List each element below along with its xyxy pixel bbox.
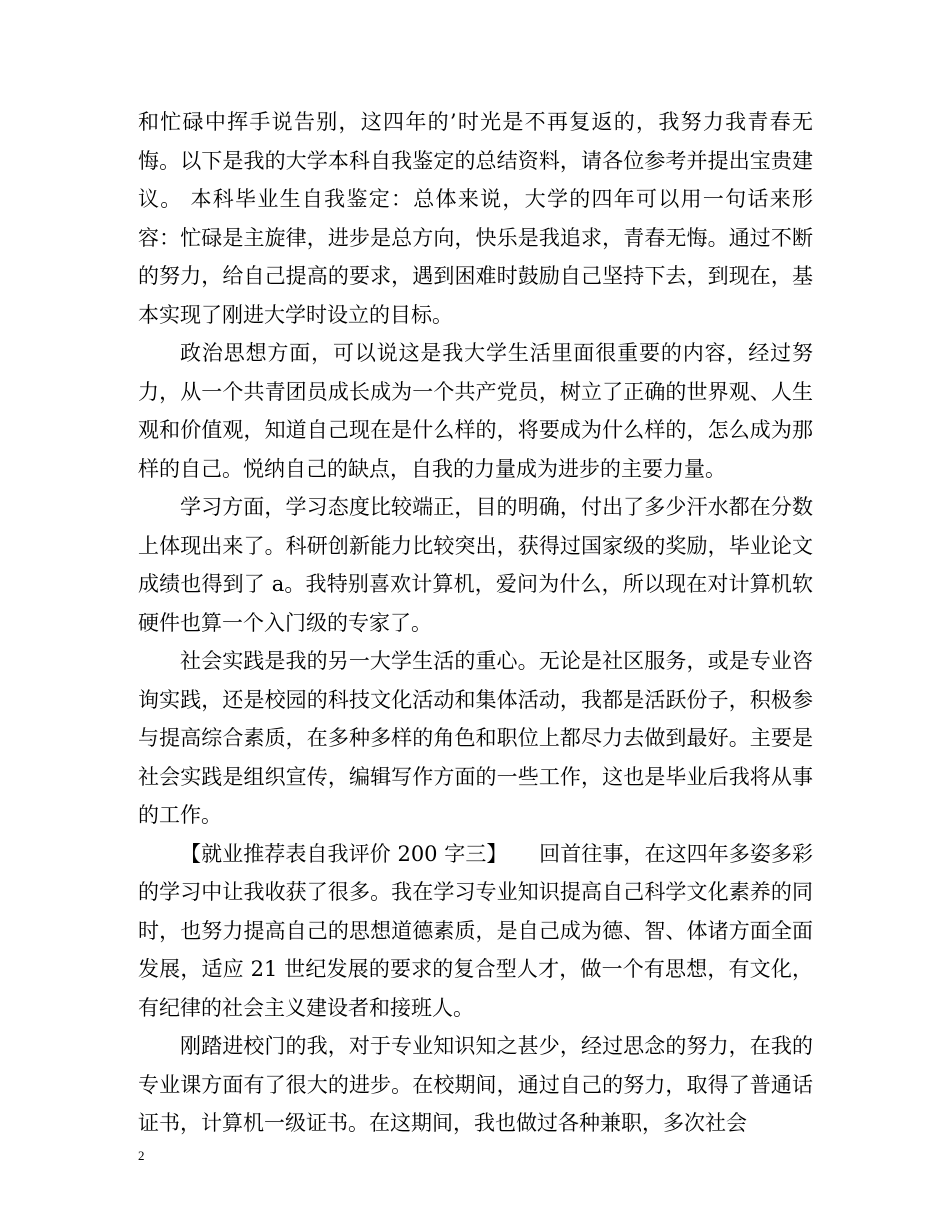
paragraph-6: 刚踏进校门的我，对于专业知识知之甚少，经过思念的努力，在我的专业课方面有了很大的进步。在校期间，通过自己的努力，取得了普通话证书，计算机一级证书。在这期间，我也做过各种兼职，多次社会 [138, 1034, 813, 1135]
paragraph-5: 【就业推荐表自我评价 200 字三】 回首往事，在这四年多姿多彩的学习中让我收获了很多。我在学习专业知识提高自己科学文化素养的同时，也努力提高自己的思想道德素质，是自己成为德、智、体诸方面全面发展，适应 21 世纪发展的要求的复合型人才，做一个有思想，有文化，有纪律的社会主义建设者和接班人。 [138, 841, 813, 1020]
page-number: 2 [138, 1148, 145, 1163]
paragraph-2: 政治思想方面，可以说这是我大学生活里面很重要的内容，经过努力，从一个共青团员成长成为一个共产党员，树立了正确的世界观、人生观和价值观，知道自己现在是什么样的，将要成为什么样的，怎么成为那样的自己。悦纳自己的缺点，自我的力量成为进步的主要力量。 [138, 341, 813, 481]
document-body [138, 103, 813, 1143]
paragraph-1: 和忙碌中挥手说告别，这四年的’时光是不再复返的，我努力我青春无悔。以下是我的大学本科自我鉴定的总结资料，请各位参考并提出宝贵建议。 本科毕业生自我鉴定：总体来说，大学的四年可以用一句话来形容：忙碌是主旋律，进步是总方向，快乐是我追求，青春无悔。通过不断的努力，给自己提高的要求，遇到困难时鼓励自己坚持下去，到现在，基本实现了刚进大学时设立的目标。 [138, 110, 813, 327]
paragraph-4: 社会实践是我的另一大学生活的重心。无论是社区服务，或是专业咨询实践，还是校园的科技文化活动和集体活动，我都是活跃份子，积极参与提高综合素质，在多种多样的角色和职位上都尽力去做到最好。主要是社会实践是组织宣传，编辑写作方面的一些工作，这也是毕业后我将从事的工作。 [138, 649, 813, 827]
paragraph-3: 学习方面，学习态度比较端正，目的明确，付出了多少汗水都在分数上体现出来了。科研创新能力比较突出，获得过国家级的奖励，毕业论文成绩也得到了 a。我特别喜欢计算机，爱问为什么，所以现在对计算机软硬件也算一个入门级的专家了。 [138, 495, 813, 635]
